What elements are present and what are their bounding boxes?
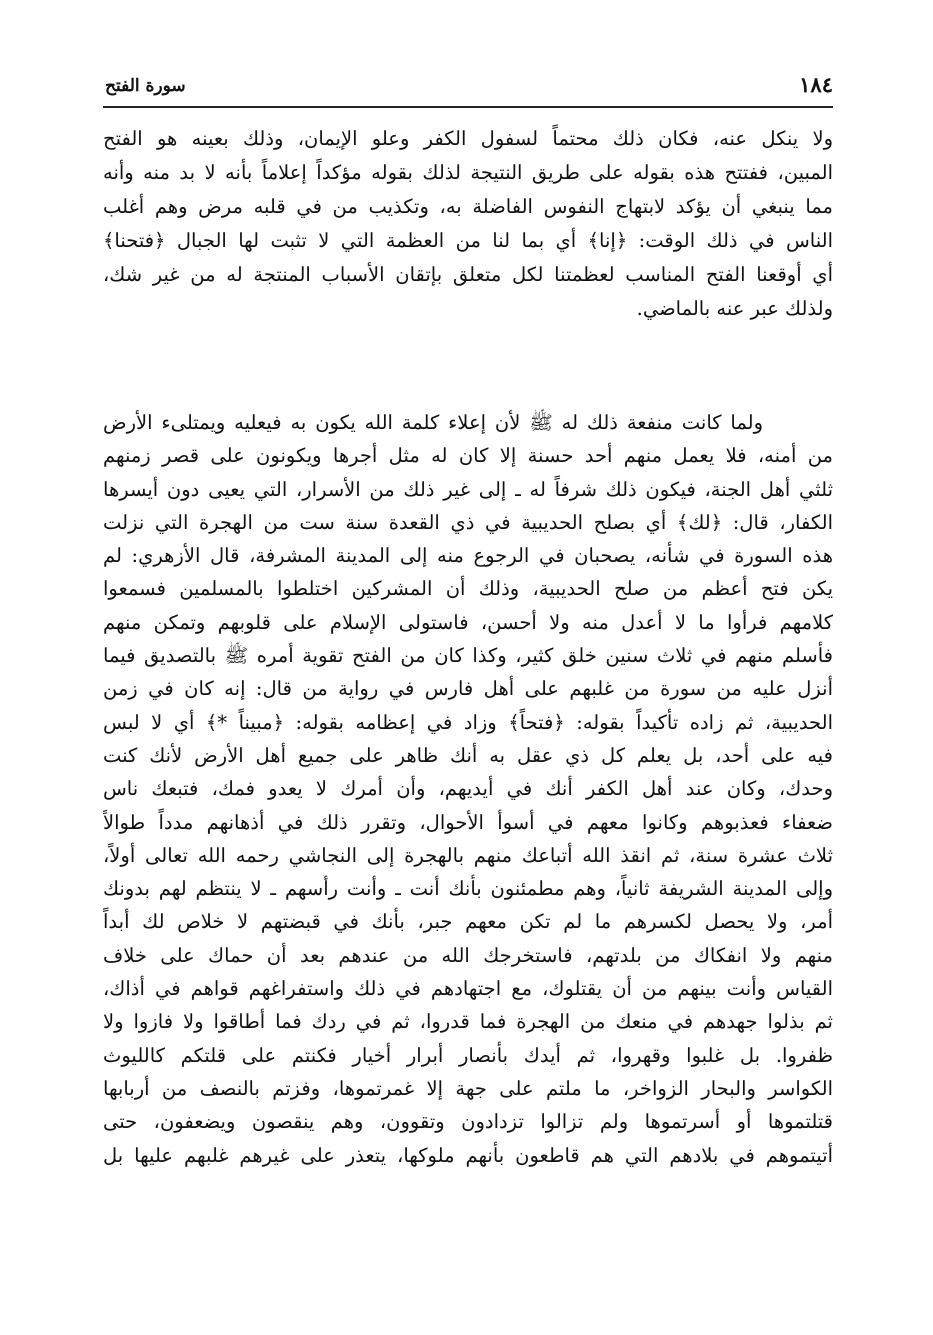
page-header xyxy=(103,70,833,108)
running-title: سورة الفتح xyxy=(105,76,186,96)
text-line: فأسلم منهم في ثلاث سنين خلق كثير، وكذا كان من الفتح تقوية أمره ﷺ بالتصديق فيما xyxy=(103,644,833,668)
text-line: مما ينبغي أن يؤكد لابتهاج النفوس الفاضلة به، وتكذيب من في قلبه مرض وهم أغلب xyxy=(103,195,833,218)
text-line: الكواسر والبحار الزواخر، ما ملتم على جهة إلا غمرتموها، وفزتم بالنصف من أربابها xyxy=(103,1076,833,1100)
text-line: ثلاث عشرة سنة، ثم انقذ الله أتباعك منهم بالهجرة إلى النجاشي رحمه الله تعالى أولاً، xyxy=(103,843,833,867)
text-line: يكن فتح أعظم من صلح الحديبية، وذلك أن المشركين اختلطوا بالمسلمين فسمعوا xyxy=(103,577,833,601)
text-line: الناس في ذلك الوقت: ﴿إنا﴾ أي بما لنا من العظمة التي لا تثبت لها الجبال ﴿فتحنا﴾ xyxy=(103,229,833,252)
text-line: الحديبية، ثم زاده تأكيداً بقوله: ﴿فتحاً﴾ وزاد في إعظامه بقوله: ﴿مبيناً *﴾ أي لا لبس xyxy=(103,710,833,734)
paragraph-1 xyxy=(103,122,833,326)
text-line: ضعفاء فعذبوهم وكانوا معهم في أسوأ الأحوال، وتقرر ذلك في أذهانهم مدداً طوالاً xyxy=(103,810,833,834)
text-line: ثلثي أهل الجنة، فيكون ذلك شرفاً له ـ إلى غير ذلك من الأسرار، التي يعيى دون أيسرها xyxy=(103,477,833,501)
text-line: ولما كانت منفعة ذلك له ﷺ لأن إعلاء كلمة الله يكون به فيعليه ويمتلىء الأرض xyxy=(103,411,763,434)
text-line: الكفار، قال: ﴿لك﴾ أي بصلح الحديبية في ذي القعدة سنة ست من الهجرة التي نزلت xyxy=(103,510,833,534)
text-line: كلامهم فرأوا ما لا أعدل منه ولا أحسن، فاستولى الإسلام على قلوبهم وتمكن منهم xyxy=(103,610,833,634)
text-line: أي أوقعنا الفتح المناسب لعظمتنا لكل متعلق بإتقان الأسباب المنتجة له من غير شك، xyxy=(103,263,833,286)
text-line: قتلتموها أو أسرتموها ولم تزالوا تزدادون وتقوون، وهم ينقصون ويضعفون، حتى xyxy=(103,1110,833,1134)
text-line: وحدك، وكان عند أهل الكفر أنك في أيديهم، وأن أمرك لا يعدو فمك، فتبعك ناس xyxy=(103,777,833,801)
text-line: ولا ينكل عنه، فكان ذلك محتماً لسفول الكفر وعلو الإيمان، وذلك بعينه هو الفتح xyxy=(103,127,833,150)
text-line: ثم بذلوا جهدهم في منعك من الهجرة فما قدروا، ثم في ردك فما أطاقوا ولا فازوا ولا xyxy=(103,1010,833,1034)
text-line: القياس وأنت بينهم من أن يقتلوك، مع اجتهادهم في ذلك واستفراغهم قواهم في أذاك، xyxy=(103,977,833,1001)
text-line: هذه السورة في شأنه، يصحبان في الرجوع منه إلى المدينة المشرفة، قال الأزهري: لم xyxy=(103,544,833,568)
text-line: وإلى المدينة الشريفة ثانياً، وهم مطمئنون بأنك أنت ـ وأنت رأسهم ـ لا ينتظم لهم بدونك xyxy=(103,877,833,901)
text-line: من أمنه، فلا يعمل منهم أحد حسنة إلا كان له مثل أجرها ويكونون على قصر زمنهم xyxy=(103,444,833,468)
text-line: المبين، ففتتح هذه بقوله على طريق النتيجة لذلك بقوله مؤكداً إعلاماً بأنه لا بد منه وأنه xyxy=(103,161,833,184)
text-line: ولذلك عبر عنه بالماضي. xyxy=(636,297,833,320)
text-line: أنزل عليه من سورة من غلبهم على أهل فارس في رواية من قال: إنه كان في زمن xyxy=(103,677,833,701)
text-line: فيه على أحد، بل يعلم كل ذي عقل به أنك ظاهر على جميع أهل الأرض لأنك كنت xyxy=(103,743,833,767)
text-line: ظفروا. بل غلبوا وقهروا، ثم أيدك بأنصار أبرار أخيار فكنتم على قلتكم كالليوث xyxy=(103,1043,833,1067)
paragraph-2 xyxy=(103,406,833,1172)
page-number: ١٨٤ xyxy=(799,72,833,97)
text-line: أتيتموهم في بلادهم التي هم قاطعون بأنهم ملوكها، يتعذر على غيرهم غلبهم عليها بل xyxy=(103,1143,833,1167)
text-line: منهم ولا انفكاك من بلدتهم، فاستخرجك الله من عندهم بعد أن حماك على خلاف xyxy=(103,943,833,967)
text-line: أمر، ولا يحصل لكسرهم ما لم تكن معهم جبر، بأنك في قبضتهم لا خلاص لك أبداً xyxy=(103,910,833,934)
